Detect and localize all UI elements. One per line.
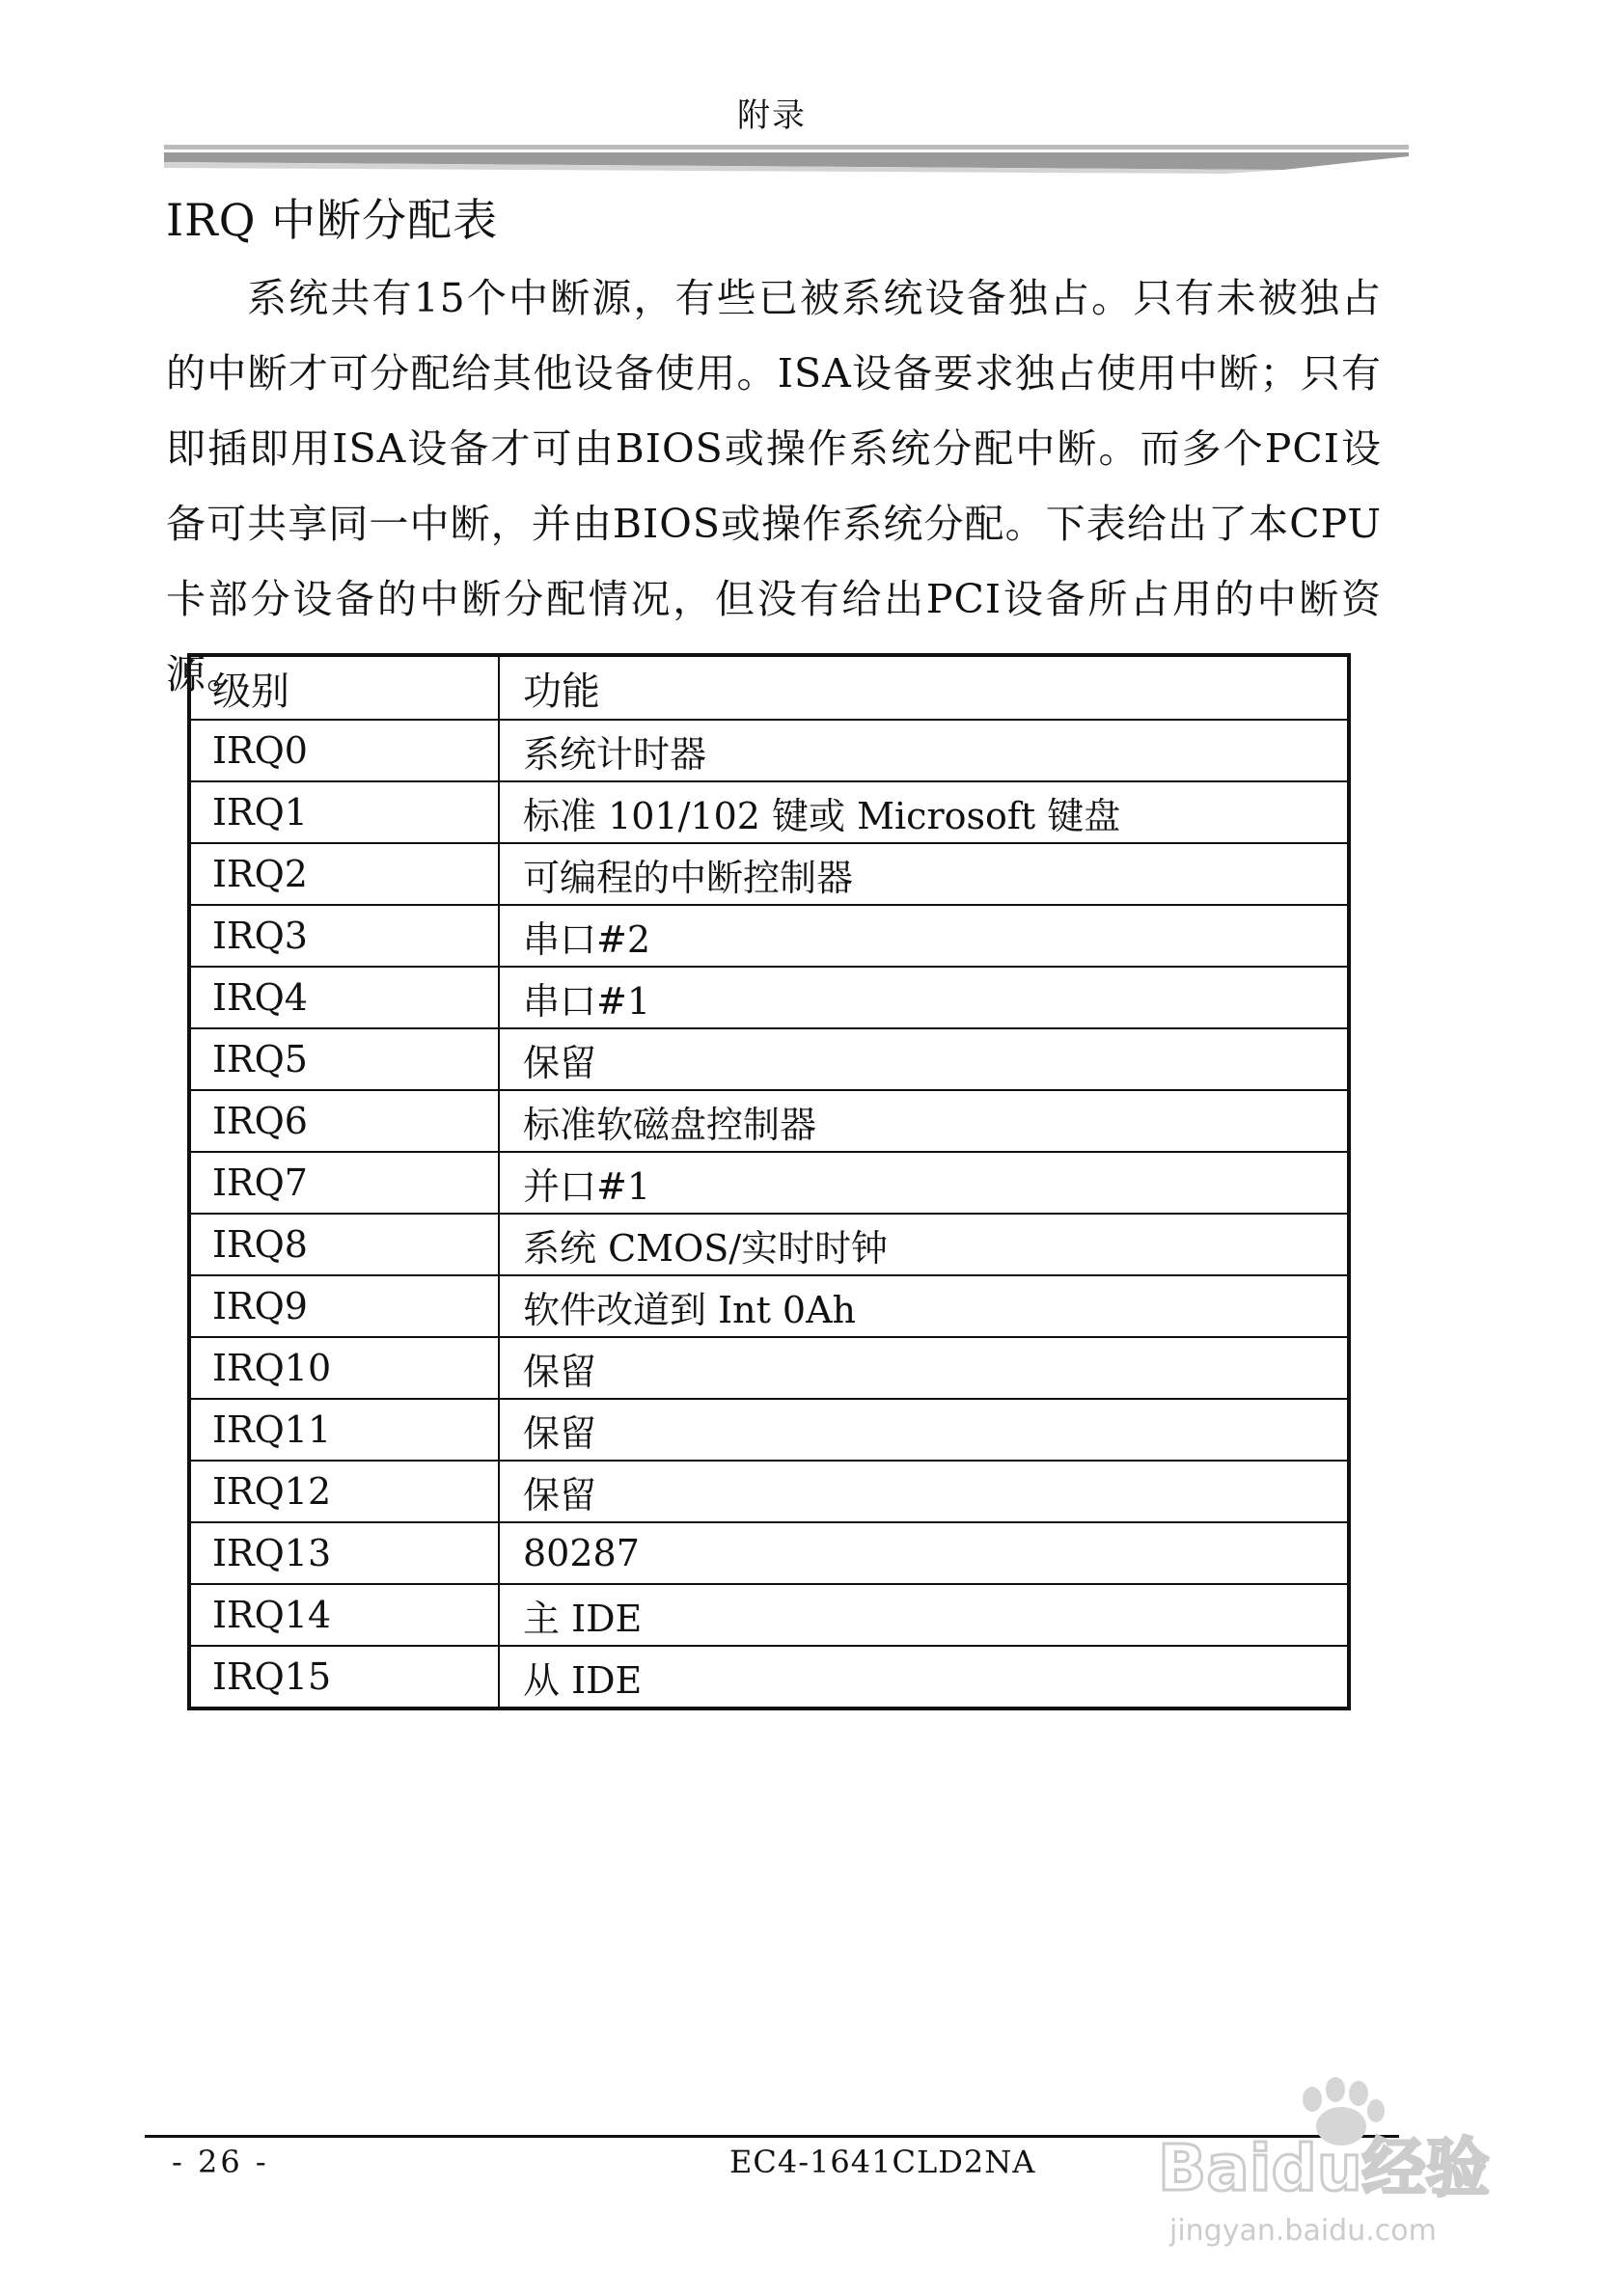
irq-function-cell: 系统计时器 bbox=[499, 720, 1349, 781]
irq-level-cell: IRQ14 bbox=[189, 1584, 499, 1646]
irq-level-cell: IRQ8 bbox=[189, 1214, 499, 1275]
irq-function-cell: 系统 CMOS/实时时钟 bbox=[499, 1214, 1349, 1275]
table-row bbox=[189, 1337, 1349, 1399]
table-row bbox=[189, 1646, 1349, 1708]
table-row bbox=[189, 1399, 1349, 1461]
table-row bbox=[189, 1275, 1349, 1337]
table-row bbox=[189, 1152, 1349, 1214]
irq-level-cell: IRQ4 bbox=[189, 967, 499, 1028]
irq-function-cell: 80287 bbox=[499, 1522, 1349, 1584]
irq-level-cell: IRQ5 bbox=[189, 1028, 499, 1090]
section-title: IRQ 中断分配表 bbox=[166, 194, 499, 246]
irq-level-cell: IRQ9 bbox=[189, 1275, 499, 1337]
table-row bbox=[189, 1090, 1349, 1152]
table-row bbox=[189, 720, 1349, 781]
table-row bbox=[189, 781, 1349, 843]
watermark-brand: Baidu经验 bbox=[1158, 2131, 1490, 2205]
table-row bbox=[189, 843, 1349, 905]
irq-level-cell: IRQ0 bbox=[189, 720, 499, 781]
irq-function-cell: 保留 bbox=[499, 1461, 1349, 1522]
column-header-function: 功能 bbox=[499, 655, 1349, 720]
table-row bbox=[189, 1028, 1349, 1090]
irq-level-cell: IRQ2 bbox=[189, 843, 499, 905]
document-code: EC4-1641CLD2NA bbox=[729, 2144, 1036, 2180]
irq-level-cell: IRQ10 bbox=[189, 1337, 499, 1399]
irq-function-cell: 串口#2 bbox=[499, 905, 1349, 967]
table-row bbox=[189, 1461, 1349, 1522]
irq-table bbox=[187, 653, 1351, 1710]
table-row bbox=[189, 1522, 1349, 1584]
column-header-level: 级别 bbox=[189, 655, 499, 720]
table-row bbox=[189, 1214, 1349, 1275]
irq-level-cell: IRQ15 bbox=[189, 1646, 499, 1708]
watermark-url: jingyan.baidu.com bbox=[1169, 2214, 1437, 2248]
page-number: - 26 - bbox=[172, 2144, 269, 2180]
header-rule bbox=[164, 141, 1409, 179]
irq-level-cell: IRQ3 bbox=[189, 905, 499, 967]
irq-function-cell: 保留 bbox=[499, 1399, 1349, 1461]
irq-function-cell: 软件改道到 Int 0Ah bbox=[499, 1275, 1349, 1337]
irq-level-cell: IRQ1 bbox=[189, 781, 499, 843]
irq-function-cell: 标准软磁盘控制器 bbox=[499, 1090, 1349, 1152]
page-header-title: 附录 bbox=[737, 96, 807, 135]
irq-function-cell: 可编程的中断控制器 bbox=[499, 843, 1349, 905]
irq-level-cell: IRQ13 bbox=[189, 1522, 499, 1584]
irq-function-cell: 主 IDE bbox=[499, 1584, 1349, 1646]
intro-paragraph: 系统共有15个中断源，有些已被系统设备独占。只有未被独占的中断才可分配给其他设备使用。ISA设备要求独占使用中断；只有即插即用ISA设备才可由BIOS或操作系统分配中断。而多个PCI设备可共享同一中断，并由BIOS或操作系统分配。下表给出了本CPU卡部分设备的中断分配情况，但没有给出PCI设备所占用的中断资源。 bbox=[166, 275, 1382, 697]
irq-level-cell: IRQ7 bbox=[189, 1152, 499, 1214]
table-header-row bbox=[189, 655, 1349, 720]
table-row bbox=[189, 1584, 1349, 1646]
irq-function-cell: 保留 bbox=[499, 1337, 1349, 1399]
irq-function-cell: 并口#1 bbox=[499, 1152, 1349, 1214]
table-row bbox=[189, 967, 1349, 1028]
irq-function-cell: 保留 bbox=[499, 1028, 1349, 1090]
irq-function-cell: 串口#1 bbox=[499, 967, 1349, 1028]
table-row bbox=[189, 905, 1349, 967]
irq-function-cell: 标准 101/102 键或 Microsoft 键盘 bbox=[499, 781, 1349, 843]
irq-level-cell: IRQ12 bbox=[189, 1461, 499, 1522]
irq-function-cell: 从 IDE bbox=[499, 1646, 1349, 1708]
baidu-watermark bbox=[1158, 2064, 1544, 2257]
irq-level-cell: IRQ11 bbox=[189, 1399, 499, 1461]
irq-level-cell: IRQ6 bbox=[189, 1090, 499, 1152]
